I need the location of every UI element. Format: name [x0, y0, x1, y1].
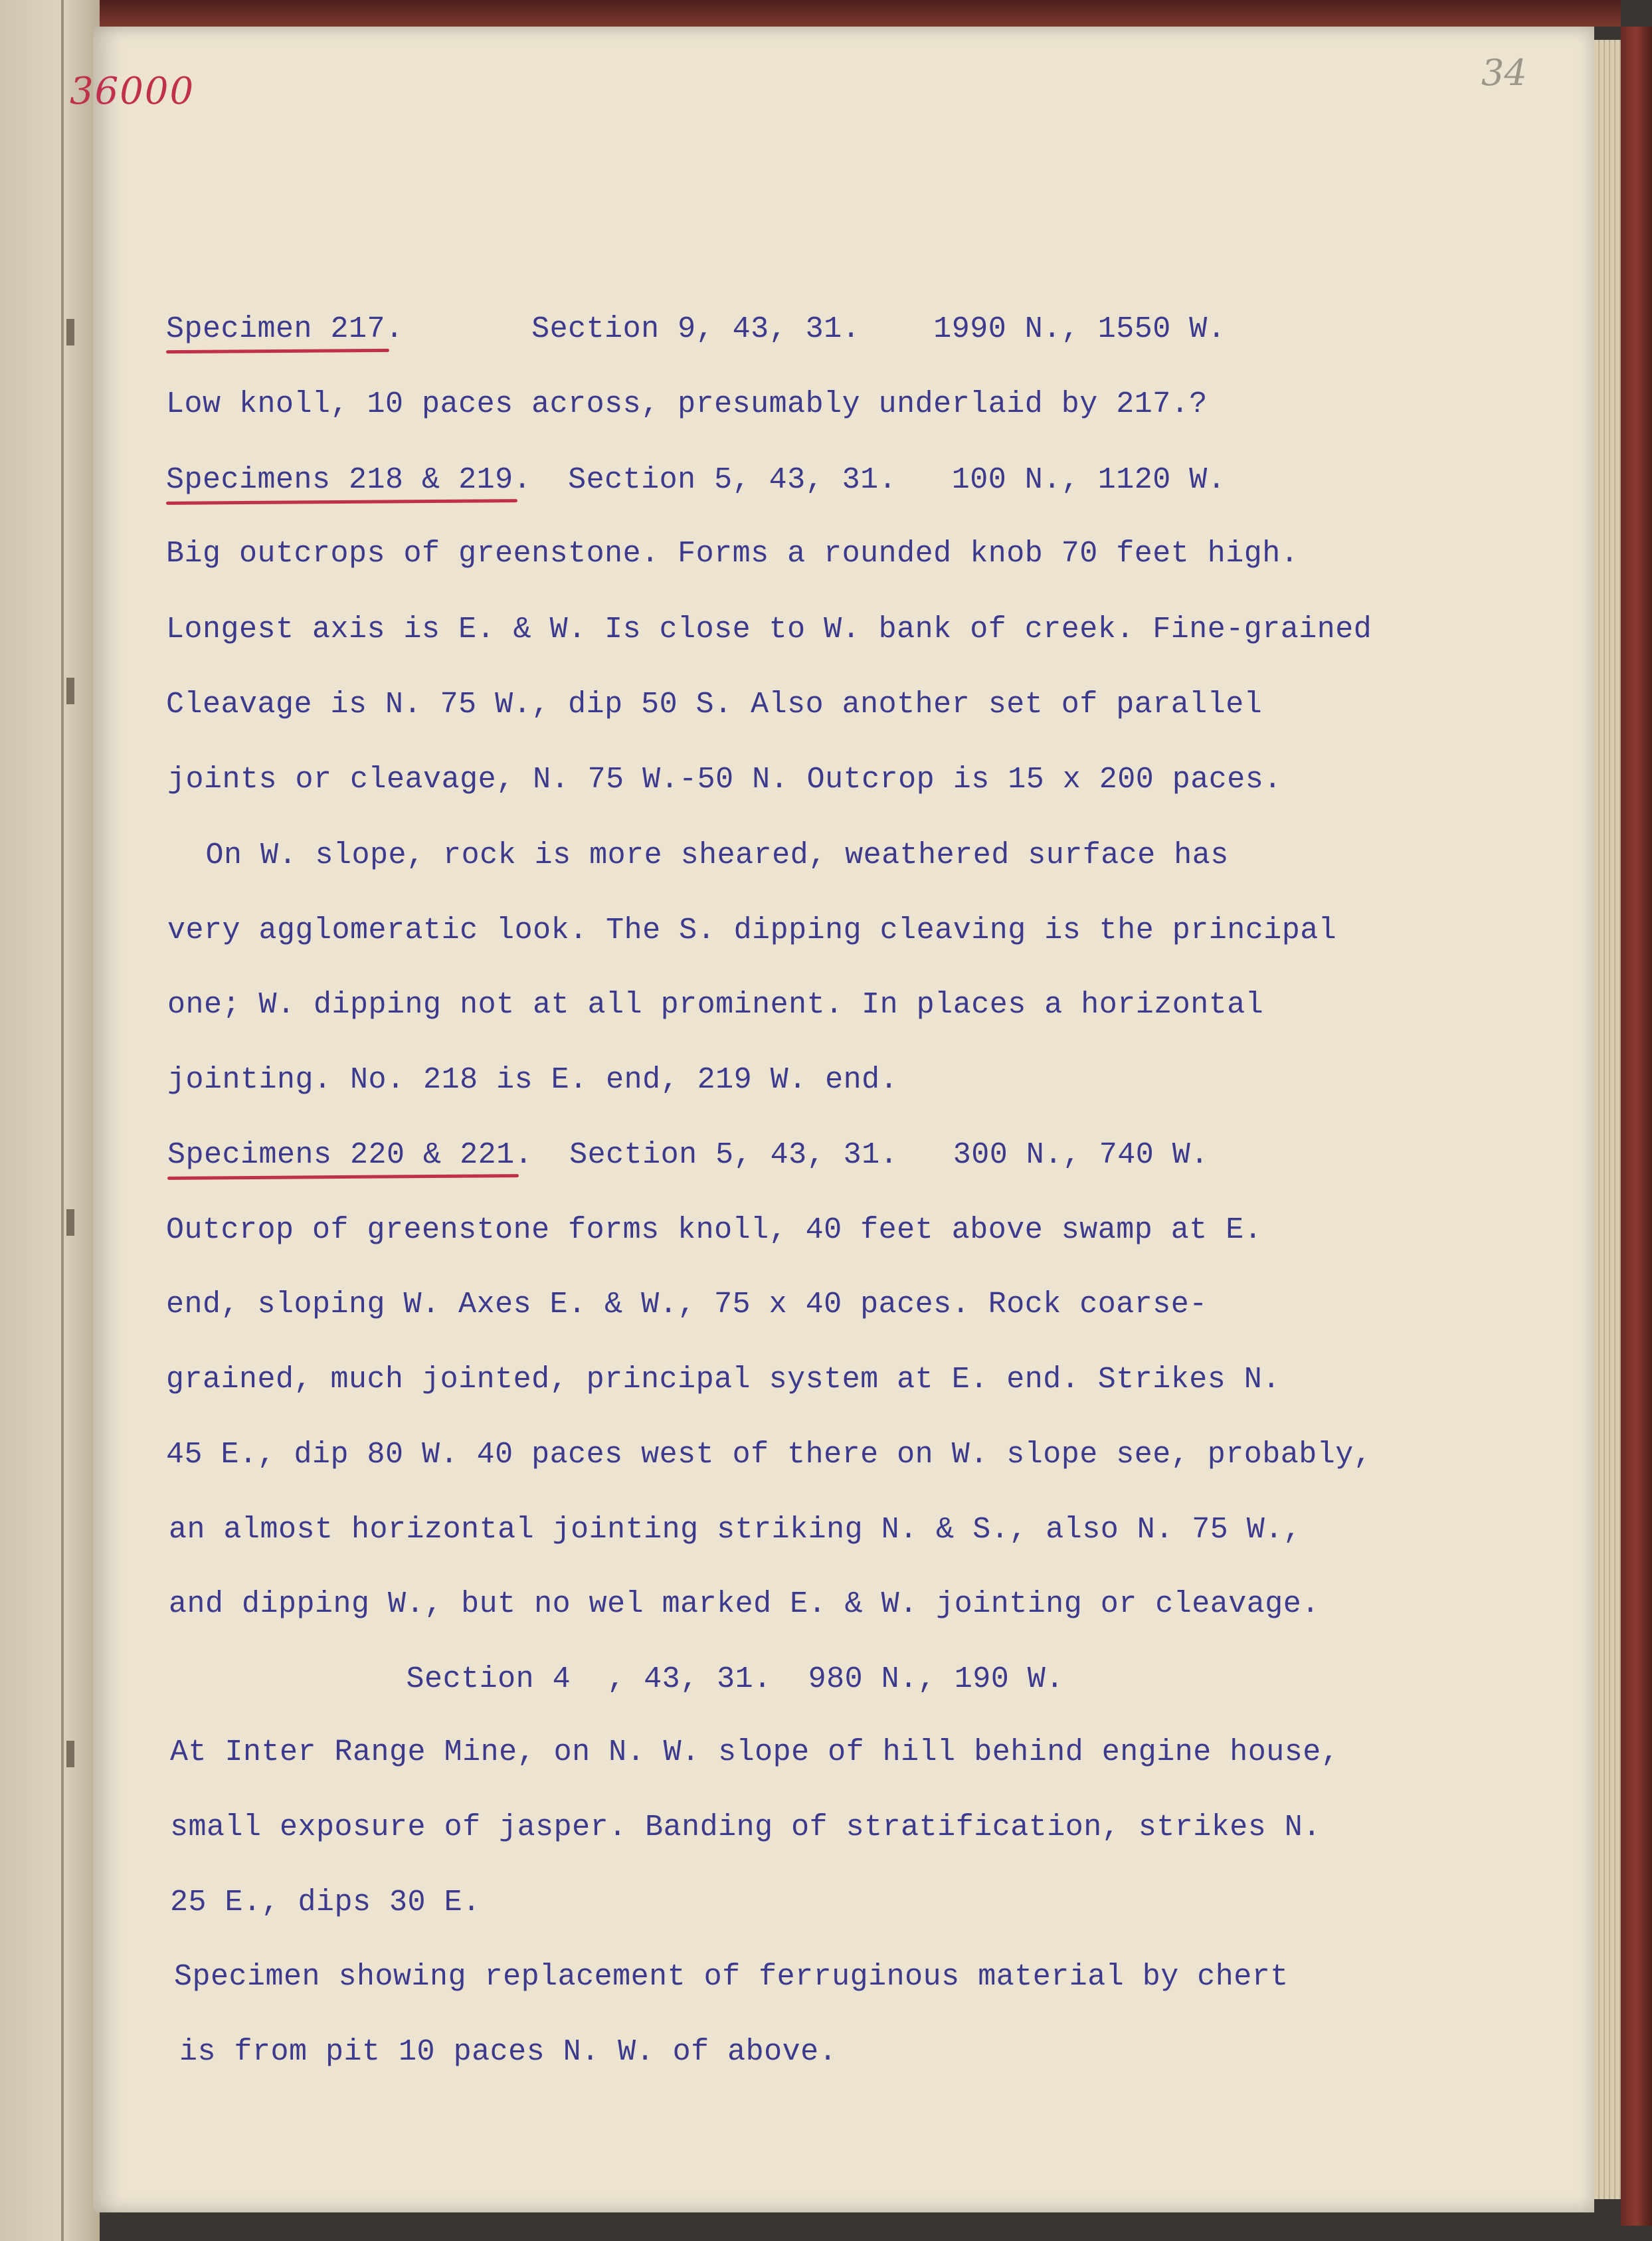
text-line: Low knoll, 10 paces across, presumably underlaid by 217.? [166, 387, 1208, 421]
text-line: At Inter Range Mine, on N. W. slope of hill behind engine house, [170, 1735, 1340, 1769]
specimen-location: . Section 5, 43, 31. 100 N., 1120 W. [513, 463, 1226, 497]
handwritten-code: 36000 [70, 70, 195, 113]
facing-page-edge [0, 0, 100, 2241]
text-line: end, sloping W. Axes E. & W., 75 x 40 paces. Rock coarse- [166, 1288, 1208, 1321]
text-line: small exposure of jasper. Banding of stratification, strikes N. [170, 1810, 1321, 1844]
book-binding [1621, 27, 1652, 2226]
text-line: 45 E., dip 80 W. 40 paces west of there on W. slope see, probably, [166, 1438, 1372, 1472]
text-line: jointing. No. 218 is E. end, 219 W. end. [167, 1063, 899, 1097]
text-line: Longest axis is E. & W. Is close to W. bank of creek. Fine-grained [166, 613, 1372, 646]
specimen-label: Specimens 218 & 219 [166, 463, 513, 497]
text-line: very agglomeratic look. The S. dipping cleaving is the principal [167, 914, 1337, 947]
specimen-label: Specimens 220 & 221 [167, 1138, 515, 1172]
specimen-location: . Section 5, 43, 31. 300 N., 740 W. [514, 1138, 1209, 1172]
text-line: Outcrop of greenstone forms knoll, 40 feet above swamp at E. [166, 1213, 1263, 1247]
specimen-heading-line [167, 1138, 1209, 1172]
text-line: 25 E., dips 30 E. [170, 1886, 481, 1919]
book-top-edge [93, 0, 1621, 27]
page-tab [66, 678, 74, 704]
text-line: Cleavage is N. 75 W., dip 50 S. Also another set of parallel [166, 688, 1263, 722]
page-tab [66, 1209, 74, 1236]
text-line: Big outcrops of greenstone. Forms a rounded knob 70 feet high. [166, 537, 1299, 571]
specimen-location: . Section 9, 43, 31. 1990 N., 1550 W. [385, 312, 1226, 346]
page-tab [66, 319, 74, 345]
page-number: 34 [1481, 52, 1527, 94]
text-line: On W. slope, rock is more sheared, weathered surface has [187, 838, 1229, 872]
text-line: an almost horizontal jointing striking N. & S., also N. 75 W., [169, 1513, 1302, 1547]
specimen-heading-line [166, 312, 1226, 346]
specimen-heading-line [166, 463, 1226, 497]
text-line: joints or cleavage, N. 75 W.-50 N. Outcrop is 15 x 200 paces. [167, 763, 1282, 797]
text-line: is from pit 10 paces N. W. of above. [179, 2035, 838, 2069]
page-tab [66, 1741, 74, 1767]
text-line: Specimen showing replacement of ferruginous material by chert [174, 1960, 1289, 1994]
text-line: and dipping W., but no wel marked E. & W. jointing or cleavage. [169, 1587, 1320, 1621]
specimen-label: Specimen 217 [166, 312, 386, 346]
text-line: one; W. dipping not at all prominent. In places a horizontal [167, 988, 1264, 1022]
notebook-page [93, 27, 1594, 2212]
text-line: Section 4 , 43, 31. 980 N., 190 W. [169, 1662, 1064, 1696]
text-line: grained, much jointed, principal system at E. end. Strikes N. [166, 1363, 1281, 1397]
page-gutter-line [61, 0, 64, 2241]
